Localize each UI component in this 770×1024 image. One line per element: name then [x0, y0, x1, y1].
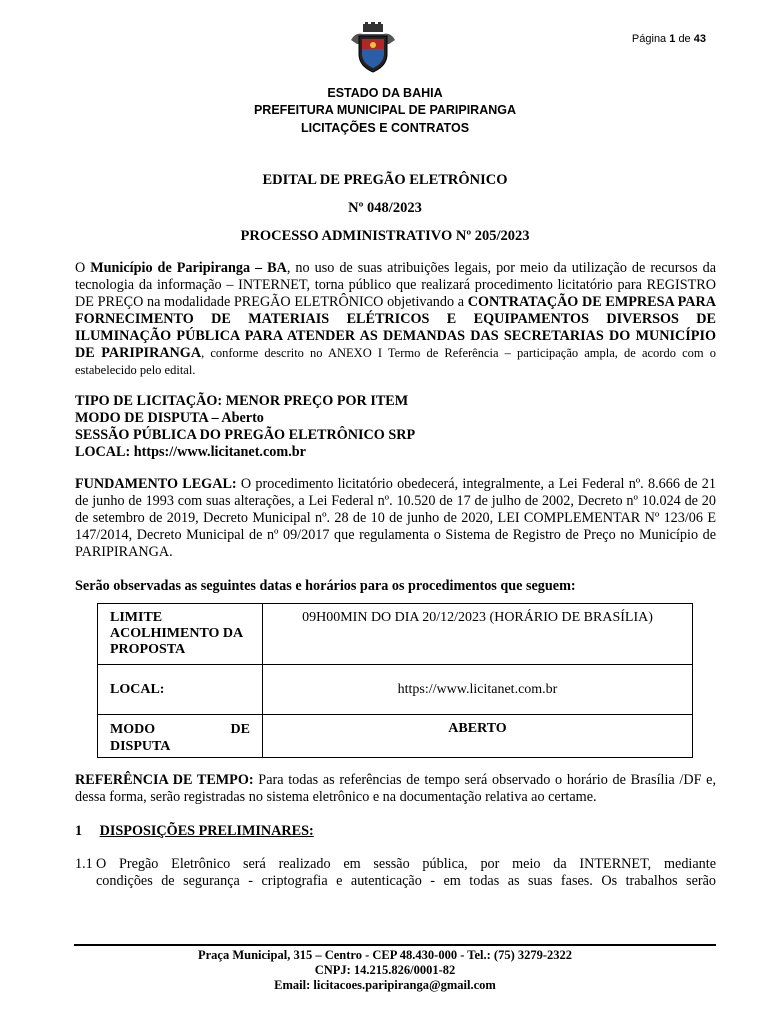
limite-value: 09H00MIN DO DIA 20/12/2023 (HORÁRIO DE BRASÍLIA): [263, 604, 693, 665]
edital-title: EDITAL DE PREGÃO ELETRÔNICO: [262, 172, 508, 188]
modo-disputa: MODO DE DISPUTA – Aberto: [75, 410, 264, 426]
modo-value: ABERTO: [263, 715, 693, 758]
page-number: Página 1 de 43: [631, 33, 706, 45]
footer-address: Praça Municipal, 315 – Centro - CEP 48.430-000 - Tel.: (75) 3279-2322: [197, 948, 573, 962]
header-state: ESTADO DA BAHIA: [327, 86, 443, 100]
header-prefeitura: PREFEITURA MUNICIPAL DE PARIPIRANGA: [253, 103, 517, 117]
footer-divider: [74, 944, 716, 946]
processo-title: PROCESSO ADMINISTRATIVO Nº 205/2023: [240, 228, 530, 244]
item-1-1-line1: O Pregão Eletrônico será realizado em sessão pública, por meio da INTERNET, mediante: [96, 856, 716, 872]
section-1-heading: 1 DISPOSIÇÕES PRELIMINARES:: [75, 823, 314, 839]
intro-paragraph: O Município de Paripiranga – BA, no uso de suas atribuições legais, por meio da utilização de recursos da tecnologia da informação – INTERNET, torna público que realizará procedimento licitatório para REGISTRO DE PREÇO na modalidade PREGÃO ELETRÔNICO objetivando a CONTRATAÇÃO DE EMPRESA PARA FORNECIMENTO DE MATERIAIS ELÉTRICOS E EQUIPAMENTOS DIVERSOS DE ILUMINAÇÃO PÚBLICA PARA ATENDER AS DEMANDAS DAS SECRETARIAS DO MUNICÍPIO DE PARIPIRANGA, conforme descrito no ANEXO I Termo de Referência – participação ampla, de acordo com o estabelecido pelo edital.: [75, 260, 717, 377]
item-1-1-number: 1.1: [75, 856, 93, 872]
modo-label: MODO DE DISPUTA: [98, 715, 263, 758]
municipal-coat-of-arms: [349, 22, 397, 74]
dates-intro: Serão observadas as seguintes datas e horários para os procedimentos que seguem:: [75, 578, 576, 594]
fundamento-legal: FUNDAMENTO LEGAL: O procedimento licitatório obedecerá, integralmente, a Lei Federal nº. 8.666 de 21 de junho de 1993 com suas alterações, a Lei Federal nº. 10.520 de 17 de julho de 2002, Decreto nº 10.024 de 20 de setembro de 2019, Decreto Municipal nº. 28 de 10 de junho de 2020, LEI COMPLEMENTAR Nº 123/06 E 147/2014, Decreto Municipal de nº 09/2017 que regulamenta o Sistema de Registro de Preço no Município de PARIPIRANGA.: [75, 476, 716, 560]
header-licitacoes: LICITAÇÕES E CONTRATOS: [300, 121, 470, 135]
table-row: [98, 604, 693, 665]
local-value: https://www.licitanet.com.br: [263, 665, 693, 715]
table-row: [98, 715, 693, 758]
tipo-licitacao: TIPO DE LICITAÇÃO: MENOR PREÇO POR ITEM: [75, 393, 409, 409]
local-link: LOCAL: https://www.licitanet.com.br: [75, 444, 306, 460]
local-label: LOCAL:: [98, 665, 263, 715]
edital-number: Nº 048/2023: [348, 200, 422, 216]
referencia-tempo: REFERÊNCIA DE TEMPO: Para todas as referências de tempo será observado o horário de Brasília /DF e, dessa forma, serão registradas no sistema eletrônico e na documentação relativa ao certame.: [75, 772, 716, 805]
item-1-1-line2: condições de segurança - criptografia e autenticação - em todas as suas fases. Os trabalhos serão: [96, 873, 716, 889]
dates-table: [97, 603, 693, 758]
table-row: [98, 665, 693, 715]
footer-email: Email: licitacoes.paripiranga@gmail.com: [274, 978, 496, 992]
footer-cnpj: CNPJ: 14.215.826/0001-82: [314, 963, 456, 977]
limite-label: LIMITE ACOLHIMENTO DA PROPOSTA: [98, 604, 263, 665]
sessao-publica: SESSÃO PÚBLICA DO PREGÃO ELETRÔNICO SRP: [75, 427, 416, 443]
